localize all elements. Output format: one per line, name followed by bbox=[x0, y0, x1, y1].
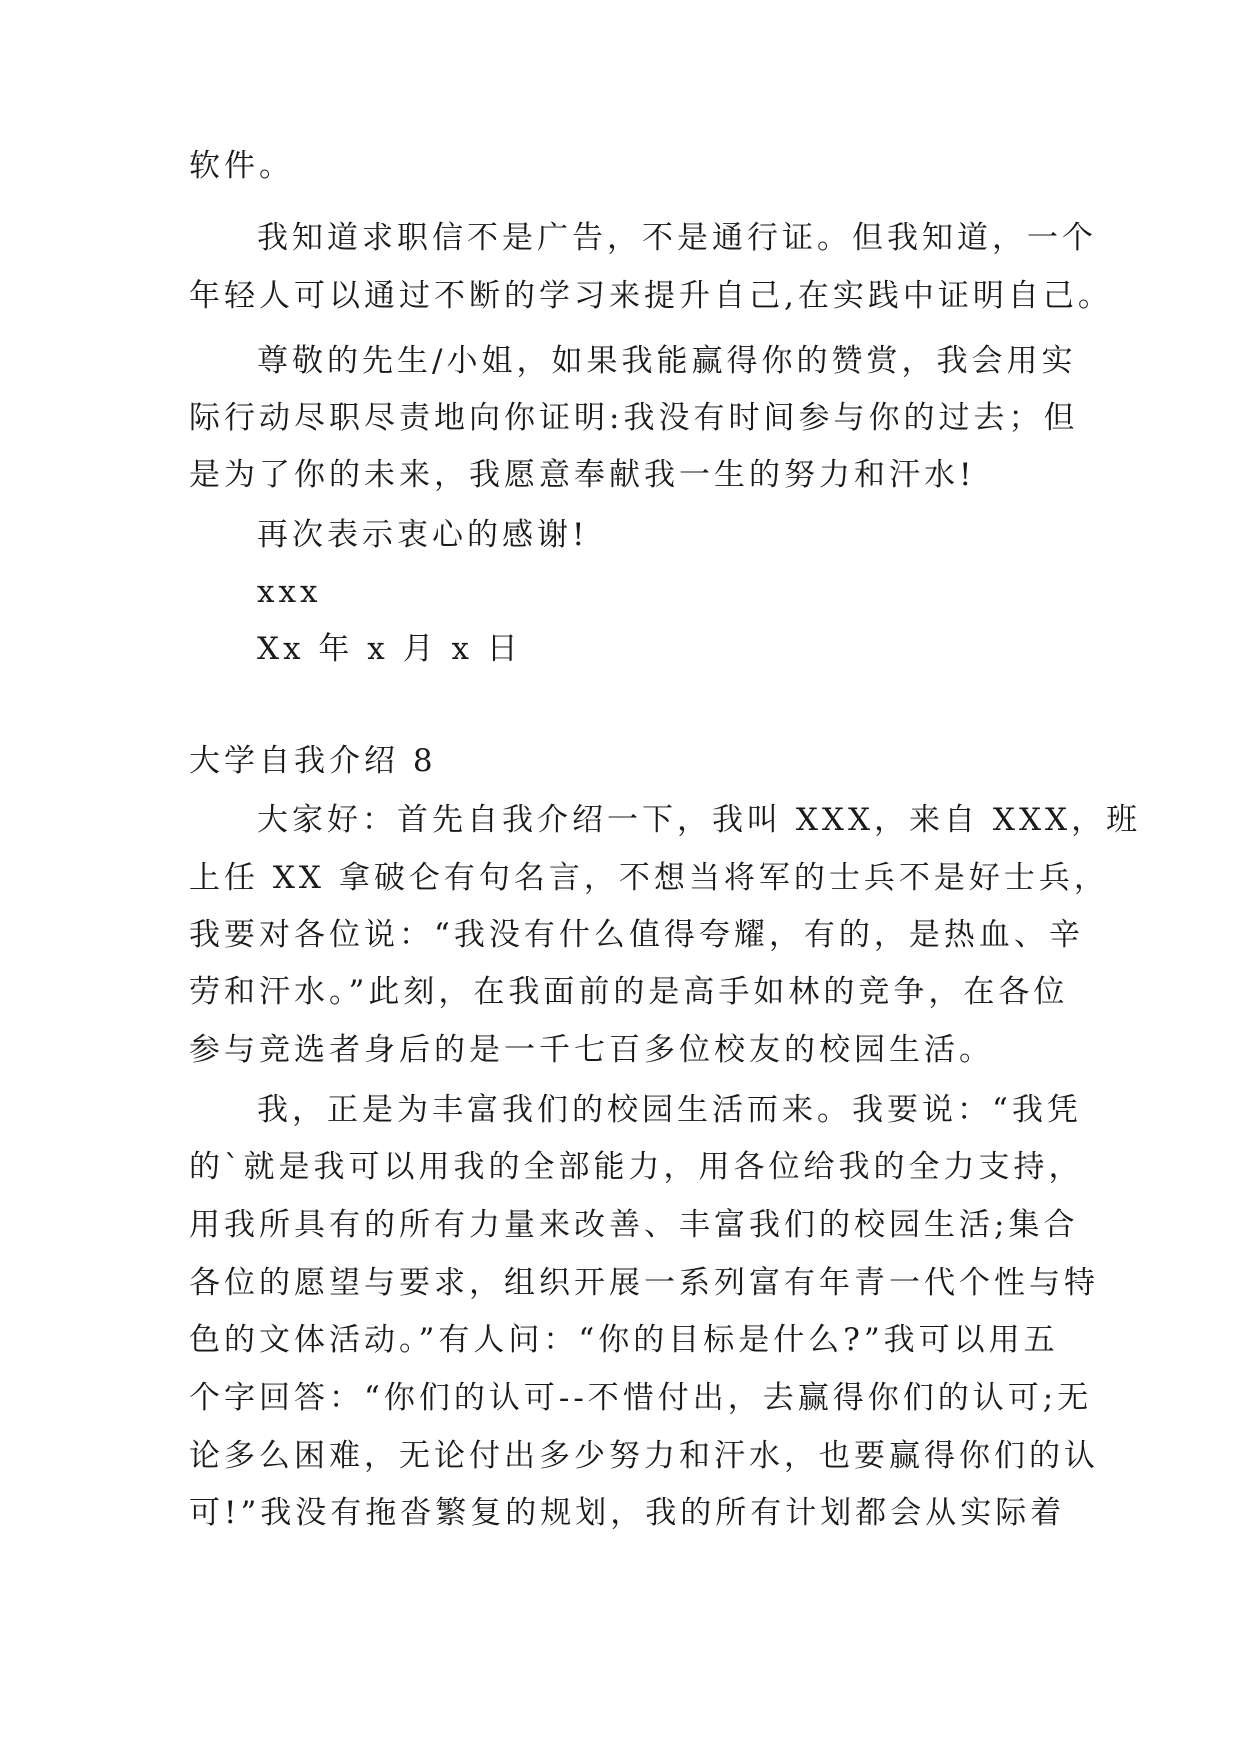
signature: xxx bbox=[257, 574, 322, 610]
text-line: 个字回答：“你们的认可--不惜付出，去赢得你们的认可;无 bbox=[189, 1380, 1093, 1416]
text-line: 的`就是我可以用我的全部能力，用各位给我的全力支持， bbox=[189, 1149, 1084, 1185]
date-line: Xx 年 x 月 x 日 bbox=[257, 631, 522, 667]
text-line: 上任 XX 拿破仑有句名言，不想当将军的士兵不是好士兵， bbox=[189, 860, 1109, 896]
text-line: 我知道求职信不是广告，不是通行证。但我知道，一个 bbox=[257, 220, 1097, 256]
text-line: 年轻人可以通过不断的学习来提升自己,在实践中证明自己。 bbox=[189, 278, 1113, 314]
text-line: 参与竞选者身后的是一千七百多位校友的校园生活。 bbox=[189, 1032, 994, 1068]
text-line: 用我所具有的所有力量来改善、丰富我们的校园生活;集合 bbox=[189, 1207, 1079, 1243]
text-line: 尊敬的先生/小姐，如果我能赢得你的赞赏，我会用实 bbox=[257, 343, 1077, 379]
text-line: 是为了你的未来，我愿意奉献我一生的努力和汗水! bbox=[189, 457, 976, 493]
text-line: 各位的愿望与要求，组织开展一系列富有年青一代个性与特 bbox=[189, 1265, 1099, 1301]
text-line: 论多么困难，无论付出多少努力和汗水，也要赢得你们的认 bbox=[189, 1438, 1099, 1474]
text-line: 我要对各位说：“我没有什么值得夸耀，有的，是热血、辛 bbox=[189, 917, 1084, 953]
text-line: 际行动尽职尽责地向你证明:我没有时间参与你的过去；但 bbox=[189, 400, 1079, 436]
text-line: 再次表示衷心的感谢! bbox=[257, 517, 589, 553]
text-line: 色的文体活动。”有人问：“你的目标是什么?”我可以用五 bbox=[189, 1322, 1059, 1358]
text-line: 我，正是为丰富我们的校园生活而来。我要说：“我凭 bbox=[257, 1092, 1082, 1128]
text-line: 可!”我没有拖沓繁复的规划，我的所有计划都会从实际着 bbox=[189, 1495, 1066, 1531]
text-line: 大家好：首先自我介绍一下，我叫 XXX，来自 XXX，班 bbox=[257, 802, 1142, 838]
text-line: 劳和汗水。”此刻，在我面前的是高手如林的竞争，在各位 bbox=[189, 974, 1069, 1010]
text-line: 软件。 bbox=[189, 148, 294, 184]
section-heading: 大学自我介绍 8 bbox=[189, 743, 437, 779]
